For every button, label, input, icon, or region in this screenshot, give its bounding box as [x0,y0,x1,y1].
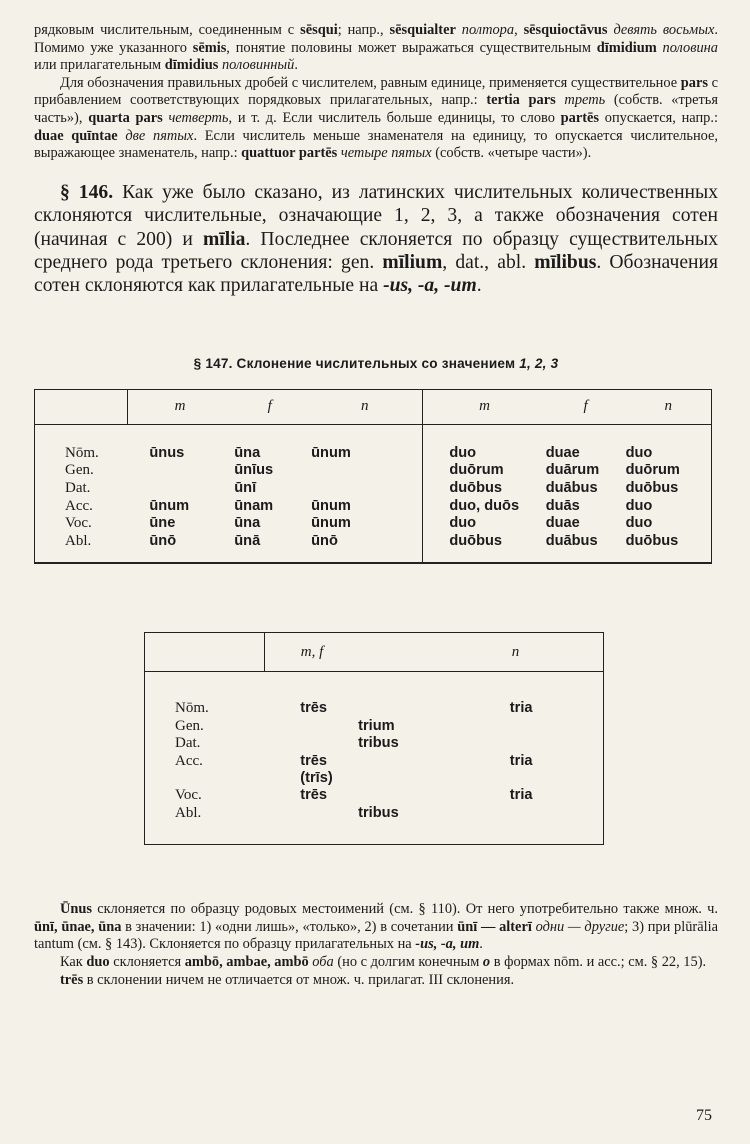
table-row [35,480,712,498]
form-cell [354,753,480,788]
form-cell: duōbus [423,480,546,498]
case-label: Gen. [65,462,94,479]
case-label: Gen. [175,717,204,734]
form-cell: duo, duōs [423,498,546,516]
form-cell: ūnīus [234,462,274,479]
section-146-number: § 146. [60,181,114,203]
table-row [145,787,604,804]
form-cell: tria [509,752,533,769]
form-cell: tria [509,787,533,804]
form-cell: ūnō [149,532,177,549]
case-label: Nōm. [65,444,99,461]
form-cell [264,735,354,752]
section-147-heading: § 147. Склонение числительных со значением 1, 2, 3 [193,355,559,371]
form-cell: duae [545,444,580,461]
form-cell: duābus [545,532,598,549]
form-cell: ūne [149,515,176,532]
form-cell: tribus [358,804,399,821]
form-cell [480,805,604,845]
table-row [35,445,712,463]
form-cell: duo [625,497,653,514]
form-cell: duo [625,515,653,532]
form-cell: ūnam [234,497,274,514]
form-cell: ūnō [311,532,338,549]
form-cell: trēs [300,700,328,717]
case-label: Nōm. [175,700,209,717]
form-cell [127,462,232,480]
form-cell: duōrum [423,462,546,480]
table-row [145,753,604,788]
form-cell: duōbus [625,479,679,496]
paragraph-section-146: § 146. Как уже было сказано, из латинских числительных количественных склоняются числительные, означающие 1, 2, 3, а также обозначения сотен (начиная с 200) и mīlia. Последнее склоняется по образцу существительных среднего рода третьего склонения: gen. mīlium, dat., abl. mīlibus. Обозначения сотен склоняются как прилагательные на -us, -a, -um. [34,181,719,297]
book-page [34,22,718,989]
form-cell [354,700,480,717]
form-cell: ūnā [234,532,261,549]
case-label: Dat. [65,479,91,496]
form-cell: trēs [300,787,328,804]
form-cell: duōrum [625,462,680,479]
declension-table-1-2 [34,389,712,565]
form-cell [354,787,480,804]
form-cell: ūnus [149,444,185,461]
paragraph-duo: Как duo склоняется ambō, ambae, ambō оба (но с долгим конечным o в формах nōm. и acc.; см. § 22, 15). [60,953,707,970]
form-cell: duo [423,515,546,533]
case-label: Acc. [65,497,93,514]
paragraph-proper-fractions: Для обозначения правильных дробей с числителем, равным единице, применяется существительное pars с прибавлением соответствующих порядковых прилагательных, напр.: tertia pars треть (собств. «третья часть»), quarta pars четверть, и т. д. Если числитель больше единицы, то слово partēs опускается, напр.: duae quīntae две пятых. Если числитель меньше знаменателя на единицу, то опускается числительное, выражающее знаменатель, напр.: quattuor partēs четыре пятых (собств. «четыре части»). [34,74,719,162]
form-cell: tribus [358,735,399,752]
form-cell: tria [509,700,533,717]
form-cell [264,805,354,845]
table-row [35,462,712,480]
table-row [145,805,604,845]
form-cell: duās [545,497,580,514]
form-cell: ūnī [234,479,257,496]
case-label: Dat. [175,735,201,752]
form-cell: duo [423,445,546,463]
table-row [145,735,604,752]
table-row [35,515,712,533]
form-cell: duo [625,444,653,461]
form-cell: trēs (trīs) [300,752,333,786]
form-cell: duābus [545,479,598,496]
form-cell: ūna [234,515,261,532]
form-cell: trium [358,717,395,734]
paragraph-tres: trēs в склонении ничем не отличается от множ. ч. прилагат. III склонения. [60,971,515,988]
form-cell: duōbus [625,532,679,549]
table-row [145,718,604,735]
table-row [145,700,604,717]
table-header-row: m f n m f n [35,389,712,424]
form-cell [264,718,354,735]
case-label: Acc. [175,752,203,769]
paragraph-unus: Ūnus склоняется по образцу родовых местоимений (см. § 110). От него употребительно также множ. ч. ūnī, ūnae, ūna в значении: 1) «одни лишь», «только», 2) в сочетании ūnī — alterī одни — другие; 3) при plūrālia tantum (см. § 143). Склоняется по образцу прилагательных на -us, -a, um. [34,901,718,953]
form-cell: ūnum [311,497,351,514]
case-label: Abl. [65,532,92,549]
table-row [35,498,712,516]
paragraph-fraction-terms: рядковым числительным, соединенным с sēsqui; напр., sēsquialter полтора, sēsquioctāvus девять восьмых. Помимо уже указанного sēmis, понятие половины может выражаться существительным dīmidium половина или прилагательным dīmidius половинный. [34,22,718,74]
case-label: Voc. [175,787,202,804]
form-cell [127,480,232,498]
table-header-row: m, f n [145,633,604,672]
form-cell [480,735,604,752]
case-label: Voc. [65,515,92,532]
form-cell: duārum [545,462,600,479]
form-cell: ūna [234,444,261,461]
table-row [35,533,712,564]
form-cell: ūnum [149,497,190,514]
form-cell: ūnum [311,444,351,461]
form-cell: ūnum [311,515,351,532]
form-cell: duae [545,515,580,532]
form-cell: duōbus [423,533,546,564]
declension-table-3 [144,632,604,845]
case-label: Abl. [175,804,202,821]
form-cell [307,480,423,498]
form-cell [307,462,423,480]
page-number: 75 [696,1107,712,1124]
form-cell [480,718,604,735]
